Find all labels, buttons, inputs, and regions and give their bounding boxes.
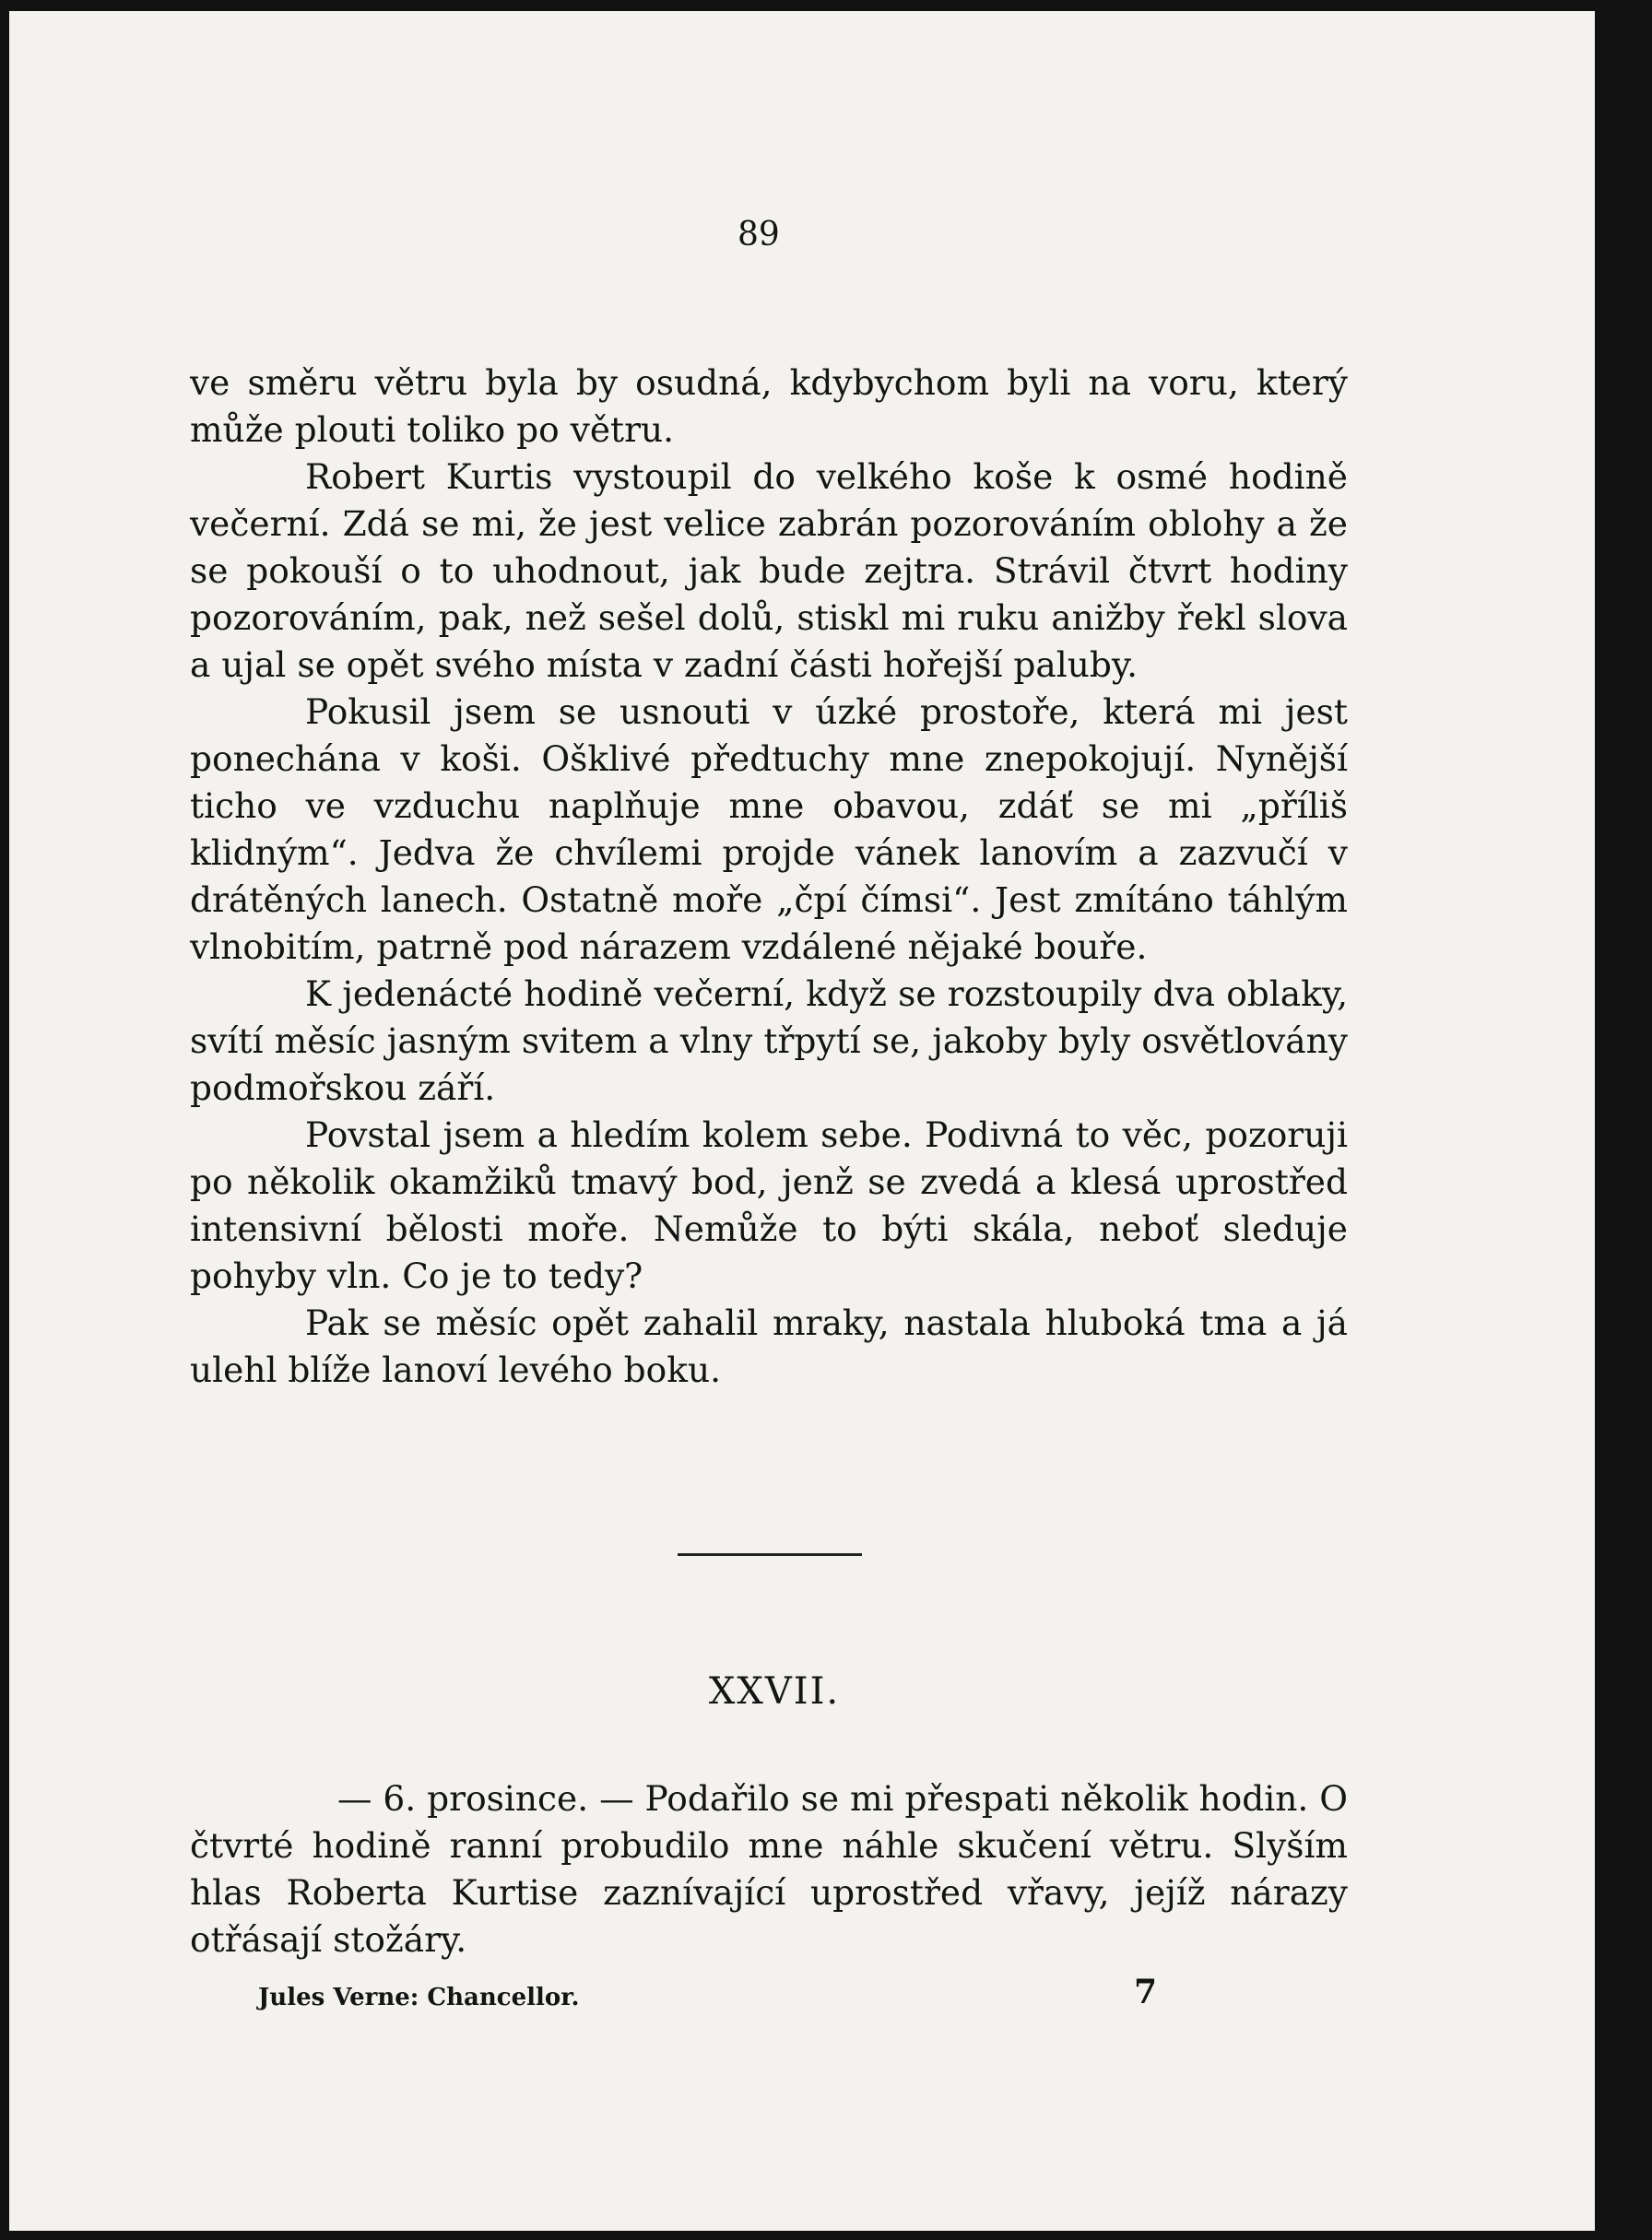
- paragraph: — 6. prosince. — Podařilo se mi přespati několik hodin. O čtvrté hodině ranní probudilo mne náhle skučení větru. Slyším hlas Roberta Kurtise zaznívající uprostřed vřavy, jejíž nárazy otřásají stožáry.: [190, 1778, 1348, 1960]
- section-divider: [678, 1553, 862, 1556]
- paragraph: Robert Kurtis vystoupil do velkého koše k osmé hodině večerní. Zdá se mi, že jest velice zabrán pozorováním oblohy a že se pokouší o to uhodnout, jak bude zejtra. Strávil čtvrt hodiny pozorováním, pak, než sešel dolů, stiskl mi ruku anižby řekl slova a ujal se opět svého místa v zadní části hořejší paluby.: [190, 456, 1348, 685]
- book-page: [9, 11, 1595, 2231]
- footer-signature: Jules Verne: Chancellor.: [258, 1984, 580, 2011]
- paragraph: ve směru větru byla by osudná, kdybychom byli na voru, který může plouti toliko po větru.: [190, 362, 1348, 450]
- page-number: 89: [738, 216, 780, 253]
- paragraph: Pak se měsíc opět zahalil mraky, nastala hluboká tma a já ulehl blíže lanoví levého boku.: [190, 1303, 1348, 1390]
- signature-mark: 7: [1134, 1973, 1158, 2011]
- paragraph: Pokusil jsem se usnouti v úzké prostoře, která mi jest ponechána v koši. Ošklivé předtuchy mne znepokojují. Nynější ticho ve vzduchu naplňuje mne obavou, zdáť se mi „příliš klidným“. Jedva že chvílemi projde vánek lanovím a zazvučí v drátěných lanech. Ostatně moře „čpí čímsi“. Jest zmítáno táhlým vlnobitím, patrně pod nárazem vzdálené nějaké bouře.: [190, 691, 1348, 967]
- chapter-body-text: [190, 1775, 1348, 1963]
- paragraph: K jedenácté hodině večerní, když se rozstoupily dva oblaky, svítí měsíc jasným svitem a vlny třpytí se, jakoby byly osvětlovány podmořskou září.: [190, 973, 1348, 1108]
- chapter-heading: XXVII.: [708, 1670, 841, 1713]
- paragraph: Povstal jsem a hledím kolem sebe. Podivná to věc, pozoruji po několik okamžiků tmavý bod, jenž se zvedá a klesá uprostřed intensivní bělosti moře. Nemůže to býti skála, neboť sleduje pohyby vln. Co je to tedy?: [190, 1114, 1348, 1296]
- body-text: [190, 360, 1348, 1394]
